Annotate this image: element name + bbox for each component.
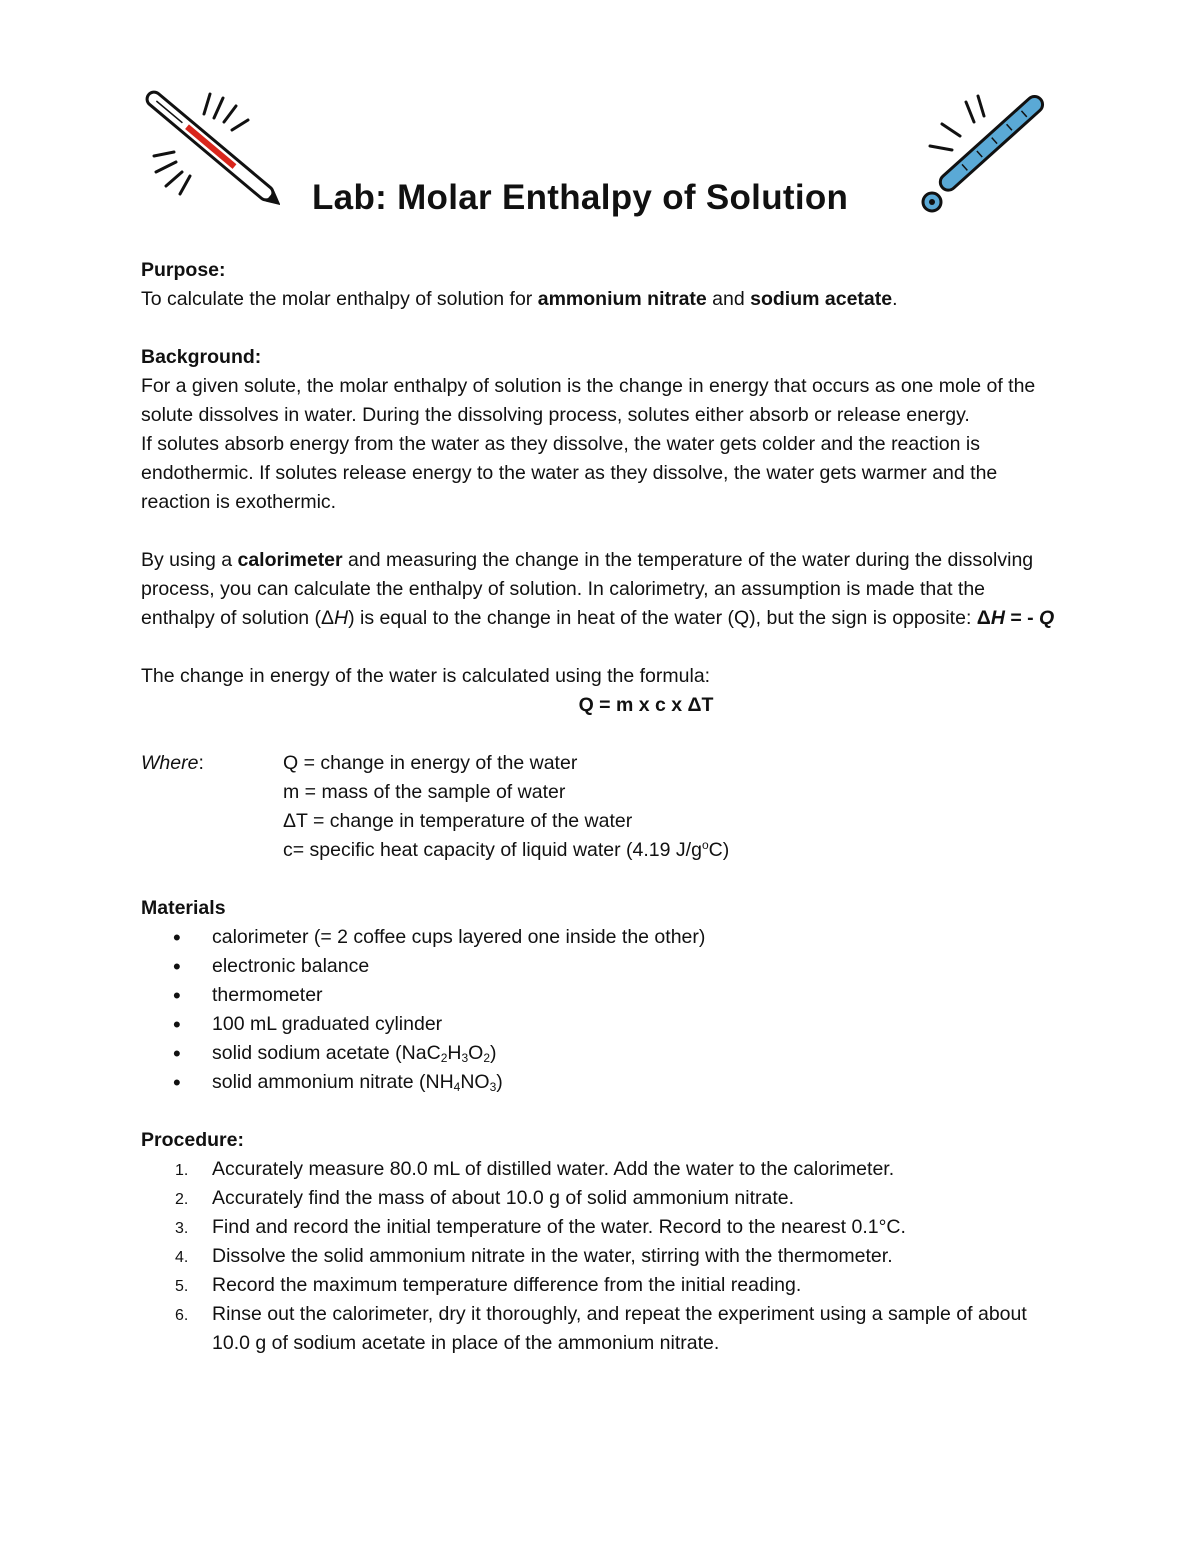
- procedure-step: 5. Record the maximum temperature difference from the initial reading.: [175, 1274, 802, 1296]
- where-line-m: m = mass of the sample of water: [283, 781, 566, 803]
- procedure-step: 2. Accurately find the mass of about 10.0 g of solid ammonium nitrate.: [175, 1187, 795, 1209]
- where-line-c: c= specific heat capacity of liquid water (4.19 $J/g^oC$): [283, 838, 730, 861]
- procedure-step: 4. Dissolve the solid ammonium nitrate in the water, stirring with the thermometer.: [175, 1245, 893, 1267]
- materials-list: [141, 923, 1061, 1097]
- procedure-list: [141, 1155, 1061, 1358]
- list-item: • solid ammonium nitrate $(NH_4NO_3)$: [141, 1068, 1061, 1097]
- procedure-step: 6. Rinse out the calorimeter, dry it thoroughly, and repeat the experiment using a sample of about 10.0 g of sodium acetate in place of the ammonium nitrate.: [175, 1303, 1027, 1354]
- list-item: • electronic balance: [141, 952, 1061, 981]
- purpose-heading: Purpose:: [141, 259, 226, 281]
- list-item: • solid sodium acetate $(NaC_2H_3O_2)$: [141, 1039, 1061, 1068]
- where-label: Where:: [141, 752, 204, 774]
- where-line-q: Q = change in energy of the water: [283, 752, 578, 774]
- background-para-1: For a given solute, the molar enthalpy of solution is the change in energy that occurs as one mole of the solute dissolves in water. During the dissolving process, solutes either absorb or release energy.: [141, 375, 1036, 426]
- background-heading: Background:: [141, 346, 262, 368]
- purpose-text: To calculate the molar enthalpy of solution for ammonium nitrate and sodium acetate.: [141, 288, 898, 310]
- hot-thermometer-icon: [140, 82, 280, 212]
- document-body: [141, 256, 1061, 1358]
- background-para-2: If solutes absorb energy from the water as they dissolve, the water gets colder and the reaction is endothermic. If solutes release energy to the water as they dissolve, the water gets warmer and the reaction is exothermic.: [141, 433, 998, 513]
- where-definitions: [141, 749, 1061, 865]
- list-item: • 100 mL graduated cylinder: [141, 1010, 1061, 1039]
- materials-heading: Materials: [141, 897, 226, 919]
- cold-thermometer-icon: [918, 88, 1050, 218]
- list-item: • calorimeter (= 2 coffee cups layered one inside the other): [141, 923, 1061, 952]
- background-para-3: By using a calorimeter and measuring the change in the temperature of the water during the dissolving process, you can calculate the enthalpy of solution. In calorimetry, an assumption is made that the enthalpy of solution (ΔH) is equal to the change in heat of the water (Q), but the sign is opposite: ΔH = - Q: [141, 549, 1055, 629]
- procedure-step: 1. Accurately measure 80.0 mL of distilled water. Add the water to the calorimeter.: [175, 1158, 895, 1180]
- page-title: Lab: Molar Enthalpy of Solution: [312, 178, 849, 217]
- list-item: • thermometer: [141, 981, 1061, 1010]
- procedure-heading: Procedure:: [141, 1129, 244, 1151]
- procedure-step: 3. Find and record the initial temperature of the water. Record to the nearest 0.1°C.: [175, 1216, 906, 1238]
- background-para-4: The change in energy of the water is calculated using the formula:: [141, 665, 711, 687]
- heat-formula: Q = m x c x ΔT: [578, 694, 714, 716]
- where-line-dt: ΔT = change in temperature of the water: [283, 810, 633, 832]
